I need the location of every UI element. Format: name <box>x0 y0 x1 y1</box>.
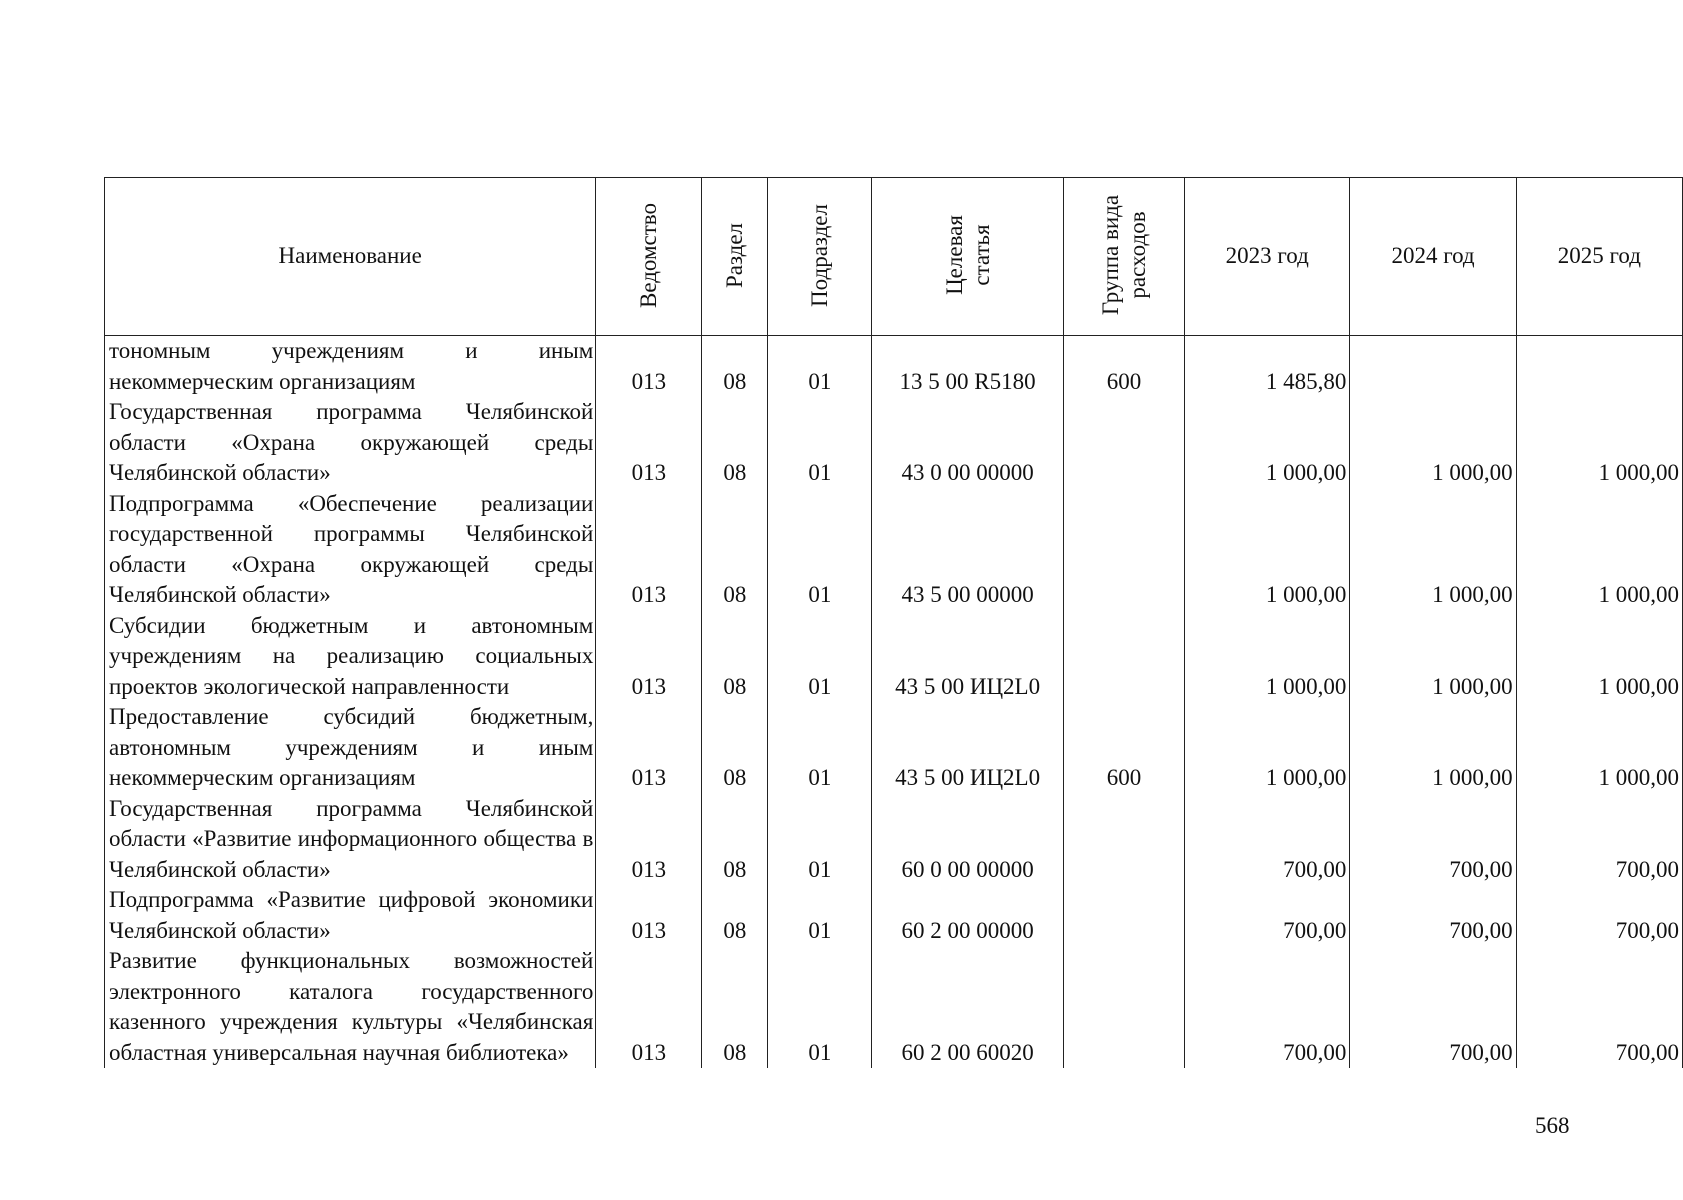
cell-target: 43 5 00 ИЦ2L0 <box>872 611 1064 703</box>
cell-name: Предоставление субсидий бюджетным, автономным учреждениям и иным некоммерческим организациям <box>105 702 596 794</box>
cell-dept: 013 <box>596 611 702 703</box>
cell-target: 13 5 00 R5180 <box>872 336 1064 398</box>
cell-dept: 013 <box>596 702 702 794</box>
cell-2025: 1 000,00 <box>1516 702 1682 794</box>
cell-group: 600 <box>1063 702 1184 794</box>
header-2024: 2024 год <box>1350 178 1516 336</box>
cell-2024 <box>1350 336 1516 398</box>
cell-group <box>1063 489 1184 611</box>
budget-table <box>104 177 1683 1068</box>
cell-2025: 700,00 <box>1516 946 1682 1068</box>
table-row <box>105 336 1683 398</box>
header-dept-label: Ведомство <box>636 203 662 309</box>
header-group <box>1063 178 1184 336</box>
cell-target: 60 2 00 00000 <box>872 885 1064 946</box>
header-section <box>702 178 768 336</box>
cell-dept: 013 <box>596 885 702 946</box>
cell-name: Государственная программа Челябинской области «Развитие информационного общества в Челябинской области» <box>105 794 596 886</box>
cell-subsection: 01 <box>768 702 872 794</box>
cell-name: тономным учреждениям и иным некоммерческим организациям <box>105 336 596 398</box>
header-name: Наименование <box>105 178 596 336</box>
cell-section: 08 <box>702 946 768 1068</box>
cell-2023: 700,00 <box>1185 794 1350 886</box>
cell-section: 08 <box>702 336 768 398</box>
header-dept <box>596 178 702 336</box>
cell-2023: 1 000,00 <box>1185 489 1350 611</box>
cell-2024: 700,00 <box>1350 946 1516 1068</box>
cell-2024: 1 000,00 <box>1350 702 1516 794</box>
cell-2025: 1 000,00 <box>1516 397 1682 489</box>
cell-2023: 1 000,00 <box>1185 397 1350 489</box>
cell-2025: 1 000,00 <box>1516 611 1682 703</box>
cell-subsection: 01 <box>768 336 872 398</box>
cell-subsection: 01 <box>768 794 872 886</box>
cell-2025: 700,00 <box>1516 885 1682 946</box>
header-row <box>105 178 1683 336</box>
cell-group <box>1063 397 1184 489</box>
cell-name: Государственная программа Челябинской области «Охрана окружающей среды Челябинской области» <box>105 397 596 489</box>
table-body <box>105 336 1683 1069</box>
header-group-line2: расходов <box>1124 211 1150 299</box>
header-target <box>872 178 1064 336</box>
table-row <box>105 702 1683 794</box>
cell-2025: 1 000,00 <box>1516 489 1682 611</box>
table-row <box>105 885 1683 946</box>
cell-dept: 013 <box>596 946 702 1068</box>
cell-subsection: 01 <box>768 611 872 703</box>
cell-target: 60 0 00 00000 <box>872 794 1064 886</box>
header-subsection-label: Подраздел <box>807 204 833 308</box>
header-target-line1: Целевая <box>941 215 967 296</box>
cell-name: Подпрограмма «Обеспечение реализации государственной программы Челябинской области «Охрана окружающей среды Челябинской области» <box>105 489 596 611</box>
header-subsection <box>768 178 872 336</box>
cell-dept: 013 <box>596 794 702 886</box>
cell-subsection: 01 <box>768 489 872 611</box>
cell-section: 08 <box>702 885 768 946</box>
table-row <box>105 794 1683 886</box>
cell-target: 43 5 00 00000 <box>872 489 1064 611</box>
cell-dept: 013 <box>596 397 702 489</box>
page-number: 568 <box>1535 1113 1570 1138</box>
cell-2024: 1 000,00 <box>1350 611 1516 703</box>
cell-group <box>1063 611 1184 703</box>
header-section-label: Раздел <box>722 223 748 289</box>
cell-group <box>1063 885 1184 946</box>
cell-2023: 1 000,00 <box>1185 702 1350 794</box>
header-group-label <box>1097 195 1151 315</box>
cell-2023: 700,00 <box>1185 946 1350 1068</box>
header-target-line2: статья <box>968 224 994 286</box>
cell-subsection: 01 <box>768 885 872 946</box>
header-2023: 2023 год <box>1185 178 1350 336</box>
cell-section: 08 <box>702 611 768 703</box>
header-group-line1: Группа вида <box>1097 195 1123 316</box>
cell-section: 08 <box>702 794 768 886</box>
cell-dept: 013 <box>596 336 702 398</box>
cell-group <box>1063 946 1184 1068</box>
table-row <box>105 611 1683 703</box>
cell-subsection: 01 <box>768 397 872 489</box>
cell-target: 43 0 00 00000 <box>872 397 1064 489</box>
cell-section: 08 <box>702 489 768 611</box>
cell-target: 60 2 00 60020 <box>872 946 1064 1068</box>
cell-dept: 013 <box>596 489 702 611</box>
cell-2023: 700,00 <box>1185 885 1350 946</box>
cell-name: Развитие функциональных возможностей электронного каталога государственного казенного учреждения культуры «Челябинская областная универсальная научная библиотека» <box>105 946 596 1068</box>
cell-2025 <box>1516 336 1682 398</box>
table-row <box>105 489 1683 611</box>
cell-2023: 1 485,80 <box>1185 336 1350 398</box>
header-2025: 2025 год <box>1516 178 1682 336</box>
cell-name: Субсидии бюджетным и автономным учреждениям на реализацию социальных проектов экологической направленности <box>105 611 596 703</box>
cell-2024: 700,00 <box>1350 885 1516 946</box>
cell-2024: 700,00 <box>1350 794 1516 886</box>
table-row <box>105 397 1683 489</box>
cell-2025: 700,00 <box>1516 794 1682 886</box>
cell-subsection: 01 <box>768 946 872 1068</box>
table-row <box>105 946 1683 1068</box>
cell-section: 08 <box>702 702 768 794</box>
cell-2024: 1 000,00 <box>1350 397 1516 489</box>
cell-name: Подпрограмма «Развитие цифровой экономики Челябинской области» <box>105 885 596 946</box>
header-target-label <box>941 215 995 295</box>
cell-section: 08 <box>702 397 768 489</box>
cell-2023: 1 000,00 <box>1185 611 1350 703</box>
cell-2024: 1 000,00 <box>1350 489 1516 611</box>
cell-group: 600 <box>1063 336 1184 398</box>
cell-group <box>1063 794 1184 886</box>
cell-target: 43 5 00 ИЦ2L0 <box>872 702 1064 794</box>
